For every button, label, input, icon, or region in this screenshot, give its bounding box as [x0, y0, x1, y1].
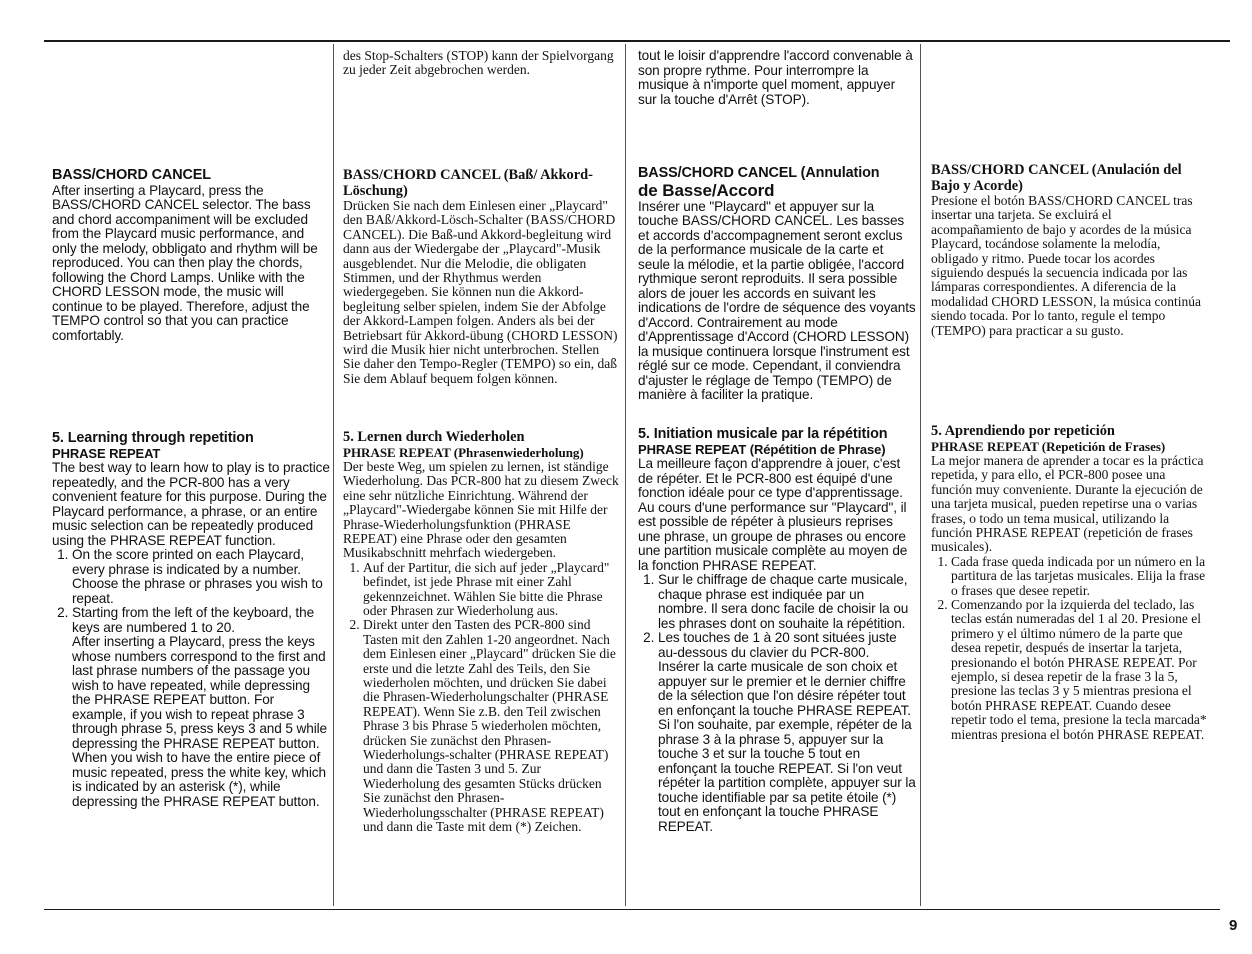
spanish-bass-chord-text: Presione el botón BASS/CHORD CANCEL tras insertar una tarjeta. Se excluirá el acompañamiento de bajo y acordes de la música Playcard, tocándose solamente la melodía, obligado y ritmo. Puede tocar los acordes siguiendo después la secuencia indicada por las lámparas correspondientes. A diferencia de la modalidad CHORD LESSON, la música continúa siendo tocada. Por lo tanto, regule el tempo (TEMPO) para practicar a su gusto. — [931, 193, 1201, 338]
list-item: 1. Cada frase queda indicada por un número en la partitura de las tarjetas musicales. Elija la frase o frases que desee repetir. — [951, 555, 1207, 598]
english-repeat-text: The best way to learn how to play is to practice repeatedly, and the PCR-800 has a very convenient feature for this purpose. During the Playcard performance, a phrase, or an entire music selection can be repeatedly produced using the PHRASE REPEAT function. — [52, 460, 330, 548]
german-repeat-section — [343, 430, 619, 834]
english-repeat-list — [52, 548, 330, 809]
list-item: 2. Les touches de 1 à 20 sont situées juste au-dessous du clavier du PCR-800. Insérer la carte musicale de son choix et appuyer sur le premier et le dernier chiffre de la sélection que l'on désire répéter tout en enfonçant la touche PHRASE REPEAT. Si l'on souhaite, par exemple, répéter de la phrase 3 à la phrase 5, appuyer sur la touche 3 et sur la touche 5 tout en enfonçant la touche REPEAT. Si l'on veut répéter la partition complète, appuyer sur la touche identifiable par sa petite étoile (*) tout en enfonçant la touche PHRASE REPEAT. — [658, 631, 916, 834]
spanish-bass-chord-section — [931, 163, 1207, 338]
french-column — [638, 0, 916, 908]
german-stop-note: des Stop-Schalters (STOP) kann der Spielvorgang zu jeder Zeit abgebrochen werden. — [343, 48, 614, 78]
column-divider — [333, 44, 334, 906]
french-repeat-list — [638, 573, 916, 834]
english-bass-chord-heading: BASS/CHORD CANCEL — [52, 167, 212, 183]
english-repeat-heading: 5. Learning through repetition — [52, 430, 254, 446]
bottom-rule — [44, 909, 1220, 910]
german-bass-chord-section — [343, 168, 619, 386]
german-repeat-subheading: PHRASE REPEAT (Phrasenwiederholung) — [343, 444, 584, 460]
spanish-repeat-list — [931, 555, 1207, 742]
french-repeat-heading: 5. Initiation musicale par la répétition — [638, 426, 888, 442]
french-bass-chord-section — [638, 166, 916, 403]
spanish-repeat-text: La mejor manera de aprender a tocar es la práctica repetida, y para ello, el PCR-800 posee una función muy conveniente. Durante la ejecución de una tarjeta musical, pueden repetirse una o varias frases, o todo un tema musical, utilizando la función PHRASE REPEAT (repetición de frases musicales). — [931, 452, 1204, 555]
english-repeat-section — [52, 431, 330, 809]
german-repeat-heading: 5. Lernen durch Wiederholen — [343, 429, 525, 445]
column-divider — [625, 44, 626, 906]
german-column — [343, 0, 619, 908]
french-repeat-section — [638, 427, 916, 834]
german-repeat-text: Der beste Weg, um spielen zu lernen, ist ständige Wiederholung. Das PCR-800 hat zu diesem Zweck eine sehr nützliche Einrichtung. Während der „Playcard"-Wiedergabe können Sie mit Hilfe der Phrase-Wiederholungsfunktion (PHRASE REPEAT) eine Phrase oder den gesamten Musikabschnitt mehrfach wiedergeben. — [343, 458, 619, 561]
spanish-repeat-heading: 5. Aprendiendo por repetición — [931, 423, 1115, 439]
list-item: 1. Auf der Partitur, die sich auf jeder „Playcard" befindet, ist jede Phrase mit einer Zahl gekennzeichnet. Wählen Sie bitte die Phrase oder Phrasen zur Wiederholung aus. — [363, 561, 619, 619]
german-bass-chord-heading: BASS/CHORD CANCEL (Baß/ Akkord-Löschung) — [343, 167, 593, 199]
english-repeat-subheading: PHRASE REPEAT — [52, 445, 161, 461]
list-item: 2. Comenzando por la izquierda del teclado, las teclas están numeradas del 1 al 20. Presione el primero y el último número de la parte que desea repetir, después de insertar la tarjeta, presionando el botón PHRASE REPEAT. Por ejemplo, si desea repetir de la frase 3 la 5, presione las teclas 3 y 5 mientras presiona el botón PHRASE REPEAT. Cuando desee repetir todo el tema, presione la tecla marcada* mientras presiona el botón PHRASE REPEAT. — [951, 598, 1207, 742]
list-item: 1. Sur le chiffrage de chaque carte musicale, chaque phrase est indiquée par un nombre. Il sera donc facile de choisir la ou les phrases dont on souhaite la répétition. — [658, 573, 916, 631]
spanish-repeat-subheading: PHRASE REPEAT (Repetición de Frases) — [931, 438, 1166, 454]
list-item: 2. Starting from the left of the keyboard, the keys are numbered 1 to 20. After inserting a Playcard, press the keys whose numbers correspond to the first and last phrase numbers of the passage you wish to have repeated, while depressing the PHRASE REPEAT button. For example, if you wish to repeat phrase 3 through phrase 5, press keys 3 and 5 while depressing the PHRASE REPEAT button. When you wish to have the entire piece of music repeated, press the white key, which is indicated by an asterisk (*), while depressing the PHRASE REPEAT button. — [72, 606, 330, 809]
list-item: 1. On the score printed on each Playcard, every phrase is indicated by a number. Choose the phrase or phrases you wish to repeat. — [72, 548, 330, 606]
german-repeat-list — [343, 561, 619, 835]
french-bass-chord-text: Insérer une "Playcard" et appuyer sur la touche BASS/CHORD CANCEL. Les basses et accords d'accompagnement seront exclus de la performance musicale de la carte et seule la mélodie, et la partie obligée, l'accord rythmique seront reproduits. Il sera possible alors de jouer les accords en suivant les indications de l'ordre de séquence des voyants d'Accord. Contrairement au mode d'Apprentissage d'Accord (CHORD LESSON) la musique continuera lorsque l'instrument est réglé sur ce mode. Cependant, il conviendra d'ajuster le réglage de Tempo (TEMPO) de manière à faciliter la pratique. — [638, 198, 916, 402]
english-bass-chord-section — [52, 168, 330, 343]
german-bass-chord-text: Drücken Sie nach dem Einlesen einer „Playcard" den BAß/Akkord-Lösch-Schalter (BASS/CHORD CANCEL). Die Baß-und Akkord-begleitung wird dann aus der Wiedergabe der „Playcard"-Musik ausgeblendet. Nur die Melodie, die obligaten Stimmen, und der Rhythmus werden wiedergegeben. Sie können nun die Akkord-begleitung selber spielen, indem Sie der Abfolge der Akkord-Lampen folgen. Anders als bei der Betriebsart für Akkord-übung (CHORD LESSON) wird die Musik hier nicht unterbrochen. Stellen Sie daher den Tempo-Regler (TEMPO) so ein, daß Sie dem Ablauf bequem folgen können. — [343, 198, 618, 386]
spanish-repeat-section — [931, 424, 1207, 742]
page-number: 9 — [1229, 917, 1238, 934]
spanish-bass-chord-heading: BASS/CHORD CANCEL (Anulación del Bajo y Acorde) — [931, 162, 1182, 194]
english-column — [52, 0, 330, 908]
spanish-column — [931, 0, 1207, 908]
french-bass-chord-heading: BASS/CHORD CANCEL (Annulation — [638, 165, 880, 181]
english-bass-chord-text: After inserting a Playcard, press the BASS/CHORD CANCEL selector. The bass and chord accompaniment will be excluded from the Playcard music performance, and only the melody, obbligato and rhythm will be reproduced. You can then play the chords, following the Chord Lamps. Unlike with the CHORD LESSON mode, the music will continue to be played. Therefore, adjust the TEMPO control so that you can practice comfortably. — [52, 182, 318, 343]
french-repeat-text-2: Au cours d'une performance sur "Playcard", il est possible de répéter à plusieurs reprises une phrase, un groupe de phrases ou encore une partition musicale complète au moyen de la fonction PHRASE REPEAT. — [638, 499, 908, 573]
list-item: 2. Direkt unter den Tasten des PCR-800 sind Tasten mit den Zahlen 1-20 angeordnet. Nach dem Einlesen einer „Playcard" drücken Sie die erste und die letzte Zahl des Teils, den Sie wiederholen möchten, und drücken Sie dabei die Phrasen-Wiederholungschalter (PHRASE REPEAT). Wenn Sie z.B. den Teil zwischen Phrase 3 bis Phrase 5 wiederholen möchten, drücken Sie zunächst den Phrasen-Wiederholungs-schalter (PHRASE REPEAT) und dann die Tasten 3 und 5. Zur Wiederholung des gesamten Stücks drücken Sie zunächst den Phrasen-Wiederholungsschalter (PHRASE REPEAT) und dann die Taste mit dem (*) Zeichen. — [363, 618, 619, 834]
french-repeat-text: La meilleure façon d'apprendre à jouer, c'est de répéter. Et le PCR-800 est équipé d'une fonction idéale pour ce type d'apprentissage. — [638, 456, 903, 500]
french-repeat-subheading: PHRASE REPEAT (Répétition de Phrase) — [638, 441, 886, 457]
column-divider — [920, 44, 921, 906]
french-stop-note: tout le loisir d'apprendre l'accord convenable à son propre rythme. Pour interrompre la musique à n'importe quel moment, appuyer sur la touche d'Arrêt (STOP). — [638, 48, 913, 107]
french-bass-chord-heading-line2: de Basse/Accord — [638, 180, 775, 200]
